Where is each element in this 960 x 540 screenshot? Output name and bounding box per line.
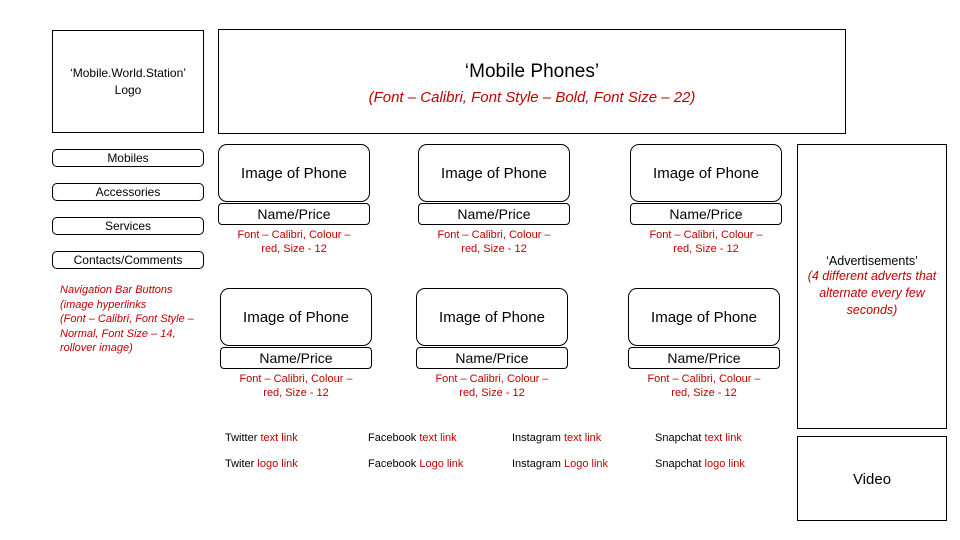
footer-logo-link-facebook[interactable] bbox=[368, 458, 463, 470]
page-header bbox=[218, 29, 846, 134]
nav-button-label: Mobiles bbox=[107, 151, 149, 165]
product-name-price[interactable] bbox=[628, 347, 780, 369]
nav-button-label: Accessories bbox=[95, 185, 161, 199]
nav-button-label: Services bbox=[104, 219, 151, 233]
logo-label: Logo bbox=[114, 82, 142, 97]
product-name-price-label: Name/Price bbox=[257, 206, 331, 222]
product-image-label: Image of Phone bbox=[243, 308, 349, 326]
product-image[interactable] bbox=[218, 144, 370, 202]
product-name-price[interactable] bbox=[416, 347, 568, 369]
product-font-note-line: Font – Calibri, Colour – bbox=[435, 373, 549, 385]
logo-placeholder[interactable] bbox=[52, 30, 204, 133]
product-font-note-line: red, Size - 12 bbox=[673, 243, 739, 255]
product-image-label: Image of Phone bbox=[651, 308, 757, 326]
link-kind: logo link bbox=[257, 458, 298, 470]
link-site: Twiter bbox=[225, 458, 255, 470]
nav-annotation-line: rollover image) bbox=[60, 342, 133, 354]
link-site: Snapchat bbox=[655, 432, 702, 444]
product-image[interactable] bbox=[418, 144, 570, 202]
product-font-note-line: red, Size - 12 bbox=[261, 243, 327, 255]
product-font-note bbox=[416, 372, 568, 400]
product-font-note-line: red, Size - 12 bbox=[461, 243, 527, 255]
product-font-note bbox=[628, 372, 780, 400]
product-font-note bbox=[220, 372, 372, 400]
nav-button-accessories[interactable] bbox=[52, 183, 204, 201]
advertisements-title: ‘Advertisements’ bbox=[826, 254, 918, 268]
link-kind: Logo link bbox=[419, 458, 464, 470]
link-kind: text link bbox=[704, 432, 742, 444]
advertisements-note-line: alternate every few bbox=[819, 286, 925, 300]
product-font-note-line: Font – Calibri, Colour – bbox=[649, 229, 763, 241]
advertisements-note-line: (4 different adverts that bbox=[807, 269, 937, 283]
link-site: Instagram bbox=[512, 432, 561, 444]
nav-annotation-line: (Font – Calibri, Font Style – bbox=[60, 313, 194, 325]
product-font-note-line: red, Size - 12 bbox=[671, 387, 737, 399]
video-player[interactable] bbox=[797, 436, 947, 521]
product-name-price[interactable] bbox=[220, 347, 372, 369]
logo-title: ‘Mobile.World.Station’ bbox=[70, 65, 186, 80]
product-image[interactable] bbox=[416, 288, 568, 346]
footer-text-link-instagram[interactable] bbox=[512, 432, 601, 444]
product-name-price[interactable] bbox=[418, 203, 570, 225]
nav-button-mobiles[interactable] bbox=[52, 149, 204, 167]
product-font-note-line: red, Size - 12 bbox=[263, 387, 329, 399]
product-font-note bbox=[218, 228, 370, 256]
nav-button-contacts-comments[interactable] bbox=[52, 251, 204, 269]
nav-annotation-line: Navigation Bar Buttons bbox=[60, 284, 173, 296]
link-kind: text link bbox=[419, 432, 457, 444]
product-font-note bbox=[630, 228, 782, 256]
product-image[interactable] bbox=[628, 288, 780, 346]
product-name-price-label: Name/Price bbox=[457, 206, 531, 222]
product-font-note bbox=[418, 228, 570, 256]
product-image[interactable] bbox=[630, 144, 782, 202]
page-title: ‘Mobile Phones’ bbox=[464, 61, 600, 82]
link-kind: logo link bbox=[704, 458, 745, 470]
product-name-price-label: Name/Price bbox=[455, 350, 529, 366]
footer-logo-link-twitter[interactable] bbox=[225, 458, 298, 470]
link-kind: text link bbox=[563, 432, 602, 444]
product-image-label: Image of Phone bbox=[441, 164, 547, 182]
nav-annotation-line: Normal, Font Size – 14, bbox=[60, 327, 176, 340]
product-font-note-line: Font – Calibri, Colour – bbox=[437, 229, 551, 241]
product-image-label: Image of Phone bbox=[653, 164, 759, 182]
product-name-price-label: Name/Price bbox=[259, 350, 333, 366]
link-site: Facebook bbox=[368, 432, 417, 444]
product-image-label: Image of Phone bbox=[241, 164, 347, 182]
nav-button-services[interactable] bbox=[52, 217, 204, 235]
advertisements-panel[interactable] bbox=[797, 144, 947, 429]
video-label: Video bbox=[852, 471, 892, 488]
nav-annotation-line: (image hyperlinks bbox=[60, 298, 147, 311]
advertisements-note bbox=[808, 268, 937, 319]
page-title-font-note: (Font – Calibri, Font Style – Bold, Font Size – 22) bbox=[368, 89, 696, 106]
link-kind: Logo link bbox=[563, 458, 609, 470]
link-site: Snapchat bbox=[655, 458, 702, 470]
link-site: Instagram bbox=[512, 458, 561, 470]
nav-annotation bbox=[60, 283, 210, 356]
footer-logo-link-instagram[interactable] bbox=[512, 458, 608, 470]
product-image-label: Image of Phone bbox=[439, 308, 545, 326]
product-font-note-line: red, Size - 12 bbox=[459, 387, 525, 399]
product-name-price[interactable] bbox=[630, 203, 782, 225]
footer-text-link-twitter[interactable] bbox=[225, 432, 298, 444]
advertisements-note-line: seconds) bbox=[846, 303, 898, 317]
footer-text-link-facebook[interactable] bbox=[368, 432, 457, 444]
product-image[interactable] bbox=[220, 288, 372, 346]
product-name-price-label: Name/Price bbox=[667, 350, 741, 366]
link-site: Twitter bbox=[225, 432, 258, 444]
product-font-note-line: Font – Calibri, Colour – bbox=[239, 373, 353, 385]
nav-button-label: Contacts/Comments bbox=[73, 253, 183, 267]
product-name-price-label: Name/Price bbox=[669, 206, 743, 222]
product-name-price[interactable] bbox=[218, 203, 370, 225]
link-kind: text link bbox=[260, 432, 298, 444]
link-site: Facebook bbox=[368, 458, 417, 470]
product-font-note-line: Font – Calibri, Colour – bbox=[237, 229, 351, 241]
footer-logo-link-snapchat[interactable] bbox=[655, 458, 745, 470]
product-font-note-line: Font – Calibri, Colour – bbox=[647, 373, 761, 385]
footer-text-link-snapchat[interactable] bbox=[655, 432, 742, 444]
